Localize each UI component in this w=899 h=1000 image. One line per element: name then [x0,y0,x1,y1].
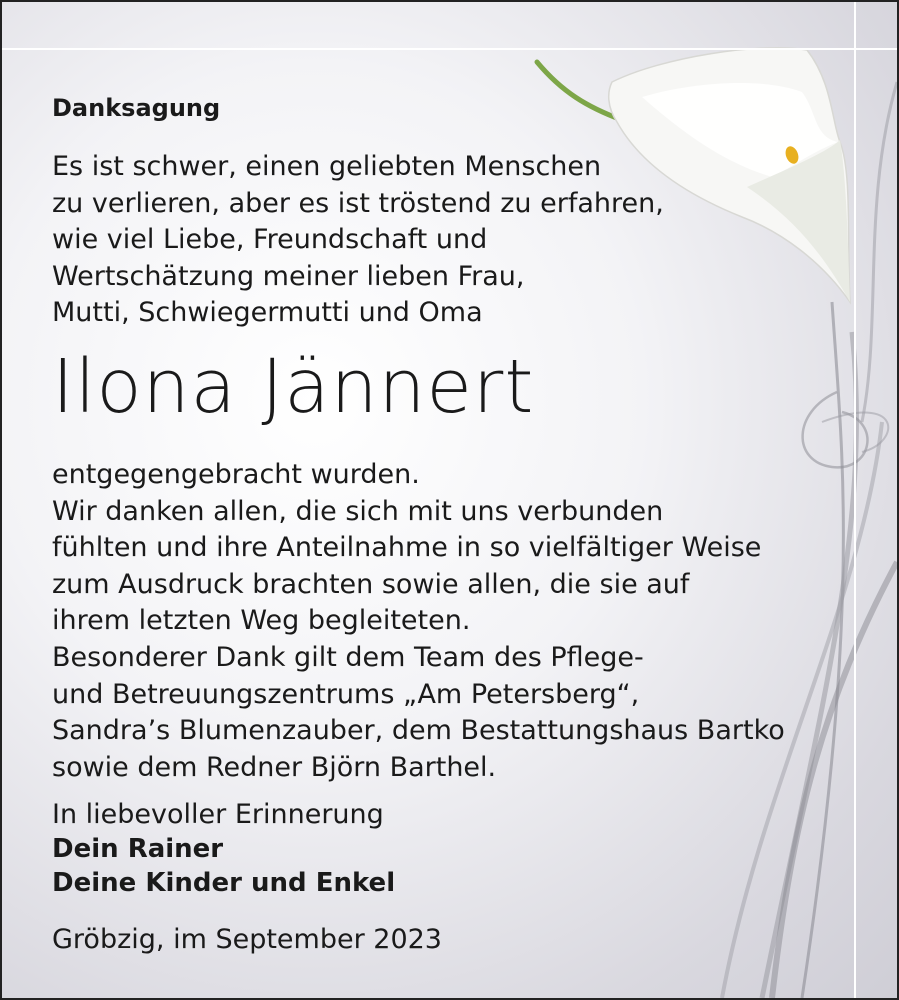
heading: Danksagung [52,94,221,122]
body-line: Besonderer Dank gilt dem Team des Pflege- [52,641,644,673]
body-line: ihrem letzten Weg begleiteten. [52,605,471,637]
frame-line-vertical [854,2,856,998]
closing-phrase: In liebevoller Erinnerung [52,799,384,830]
body-line: entgegengebracht wurden. [52,459,420,490]
body-text [52,457,785,786]
intro-line: Es ist schwer, einen geliebten Menschen [52,151,602,182]
intro-line: wie viel Liebe, Freundschaft und [52,224,488,255]
intro-text [52,149,664,332]
signer-spouse: Dein Rainer [52,834,224,864]
intro-line: Mutti, Schwiegermutti und Oma [52,297,483,328]
body-line: fühlten und ihre Anteilnahme in so vielfältiger Weise [52,532,762,564]
body-line: zum Ausdruck brachten sowie allen, die sie auf [52,568,690,600]
intro-line: zu verlieren, aber es ist tröstend zu erfahren, [52,187,664,219]
body-line: sowie dem Redner Björn Barthel. [52,751,497,783]
body-line: Wir danken allen, die sich mit uns verbunden [52,495,664,527]
body-line: Sandra’s Blumenzauber, dem Bestattungshaus Bartko [52,715,785,747]
intro-line: Wertschätzung meiner lieben Frau, [52,260,525,292]
place-date: Gröbzig, im September 2023 [52,924,442,955]
frame-line-horizontal [2,48,897,50]
deceased-name: Ilona Jännert [52,344,535,430]
body-line: und Betreuungszentrums „Am Petersberg“, [52,678,640,710]
signer-family: Deine Kinder und Enkel [52,868,396,898]
